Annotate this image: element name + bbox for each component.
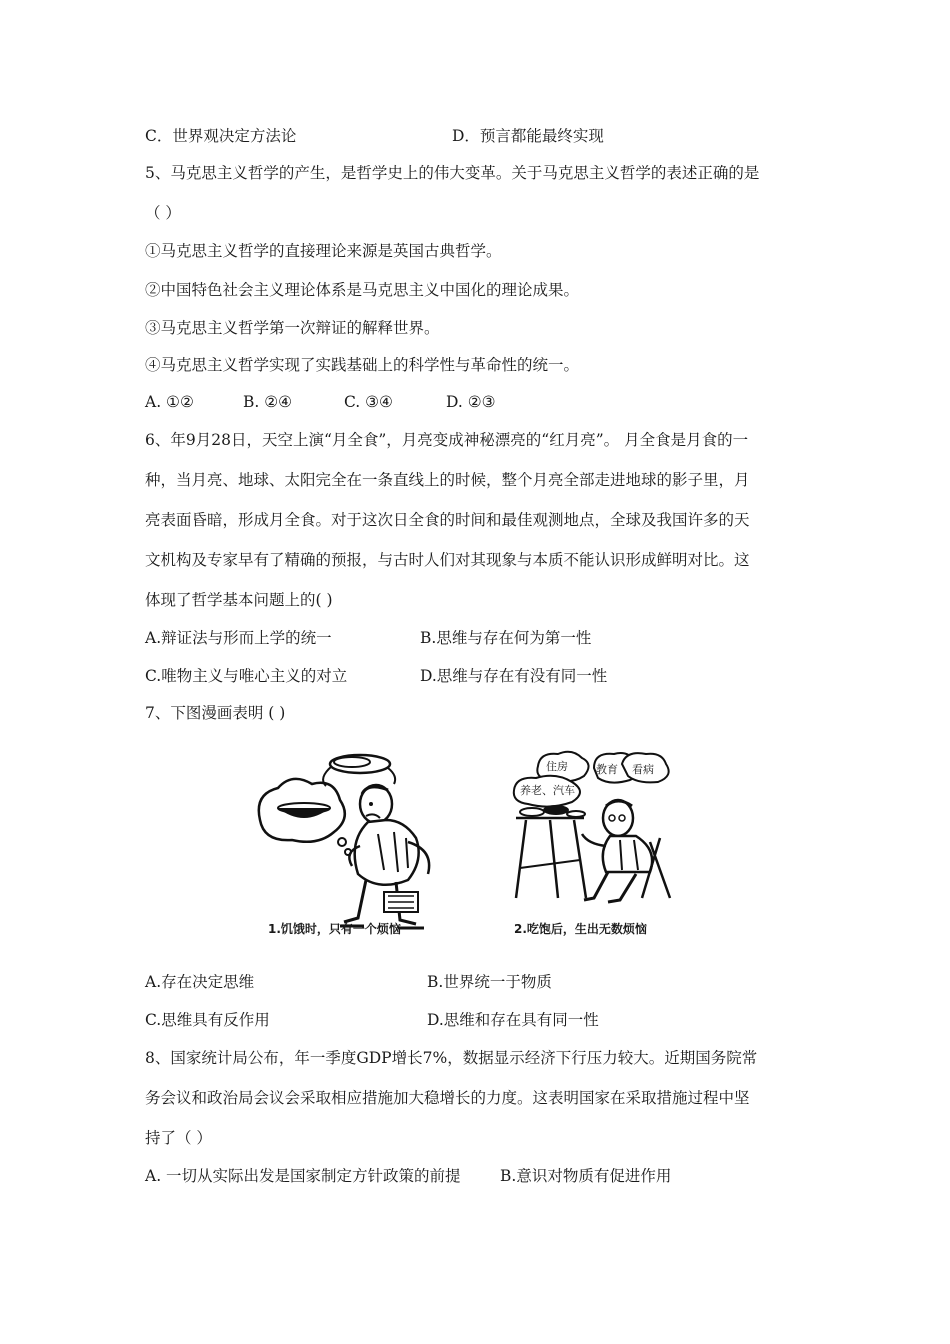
q5-item-2: ②中国特色社会主义理论体系是马克思主义中国化的理论成果。 — [145, 281, 580, 299]
q6-option-c: C.唯物主义与唯心主义的对立 — [145, 667, 348, 685]
worry-education: 教育 — [596, 763, 618, 776]
q5-option-b: B. ②④ — [243, 393, 293, 411]
q5-item-3: ③马克思主义哲学第一次辩证的解释世界。 — [145, 319, 440, 337]
q8-line-2: 务会议和政治局会议会采取相应措施加大稳增长的力度。这表明国家在采取措施过程中坚 — [145, 1089, 750, 1107]
q6-line-1: 6、年9月28日，天空上演“月全食”，月亮变成神秘漂亮的“红月亮”。 月全食是月食的一 — [145, 431, 749, 449]
q7-option-c: C.思维具有反作用 — [145, 1011, 270, 1029]
q5-option-d: D. ②③ — [446, 393, 496, 411]
hungry-man-drawing — [248, 742, 458, 942]
q5-stem-line-1: 5、马克思主义哲学的产生，是哲学史上的伟大变革。关于马克思主义哲学的表述正确的是 — [145, 164, 760, 182]
q5-item-4: ④马克思主义哲学实现了实践基础上的科学性与革命性的统一。 — [145, 356, 580, 374]
q7-stem: 7、下图漫画表明 ( ) — [145, 704, 286, 722]
q6-line-2: 种，当月亮、地球、太阳完全在一条直线上的时候，整个月亮全部走进地球的影子里，月 — [145, 471, 750, 489]
cartoon-hungry-man — [248, 742, 458, 942]
q4-option-c: C．世界观决定方法论 — [145, 127, 297, 145]
q6-line-3: 亮表面昏暗，形成月全食。对于这次日全食的时间和最佳观测地点，全球及我国许多的天 — [145, 511, 750, 529]
q6-line-4: 文机构及专家早有了精确的预报，与古时人们对其现象与本质不能认识形成鲜明对比。这 — [145, 551, 750, 569]
q8-line-3: 持了（ ） — [145, 1129, 212, 1147]
cartoon-caption-1: 1.饥饿时，只有一个烦恼 — [268, 922, 401, 936]
q4-option-d: D．预言都能最终实现 — [452, 127, 604, 145]
q5-option-c: C. ③④ — [344, 393, 393, 411]
q5-item-1: ①马克思主义哲学的直接理论来源是英国古典哲学。 — [145, 242, 502, 260]
worry-housing: 住房 — [546, 760, 568, 773]
q5-stem-line-2: （ ） — [145, 204, 181, 222]
q7-option-d: D.思维和存在具有同一性 — [427, 1011, 599, 1029]
q7-option-a: A.存在决定思维 — [145, 973, 255, 991]
worry-pension-car: 养老、汽车 — [520, 784, 575, 797]
cartoon-caption-2: 2.吃饱后，生出无数烦恼 — [514, 922, 647, 936]
q8-line-1: 8、国家统计局公布，年一季度GDP增长7%，数据显示经济下行压力较大。近期国务院常 — [145, 1049, 758, 1067]
q8-option-b: B.意识对物质有促进作用 — [500, 1167, 672, 1185]
worry-healthcare: 看病 — [632, 763, 654, 776]
q6-option-a: A.辩证法与形而上学的统一 — [145, 629, 332, 647]
q5-option-a: A. ①② — [145, 393, 194, 411]
q8-option-a: A. 一切从实际出发是国家制定方针政策的前提 — [145, 1167, 461, 1185]
q6-option-b: B.思维与存在何为第一性 — [420, 629, 592, 647]
q6-option-d: D.思维与存在有没有同一性 — [420, 667, 608, 685]
q7-option-b: B.世界统一于物质 — [427, 973, 552, 991]
q6-line-5: 体现了哲学基本问题上的( ) — [145, 591, 333, 609]
